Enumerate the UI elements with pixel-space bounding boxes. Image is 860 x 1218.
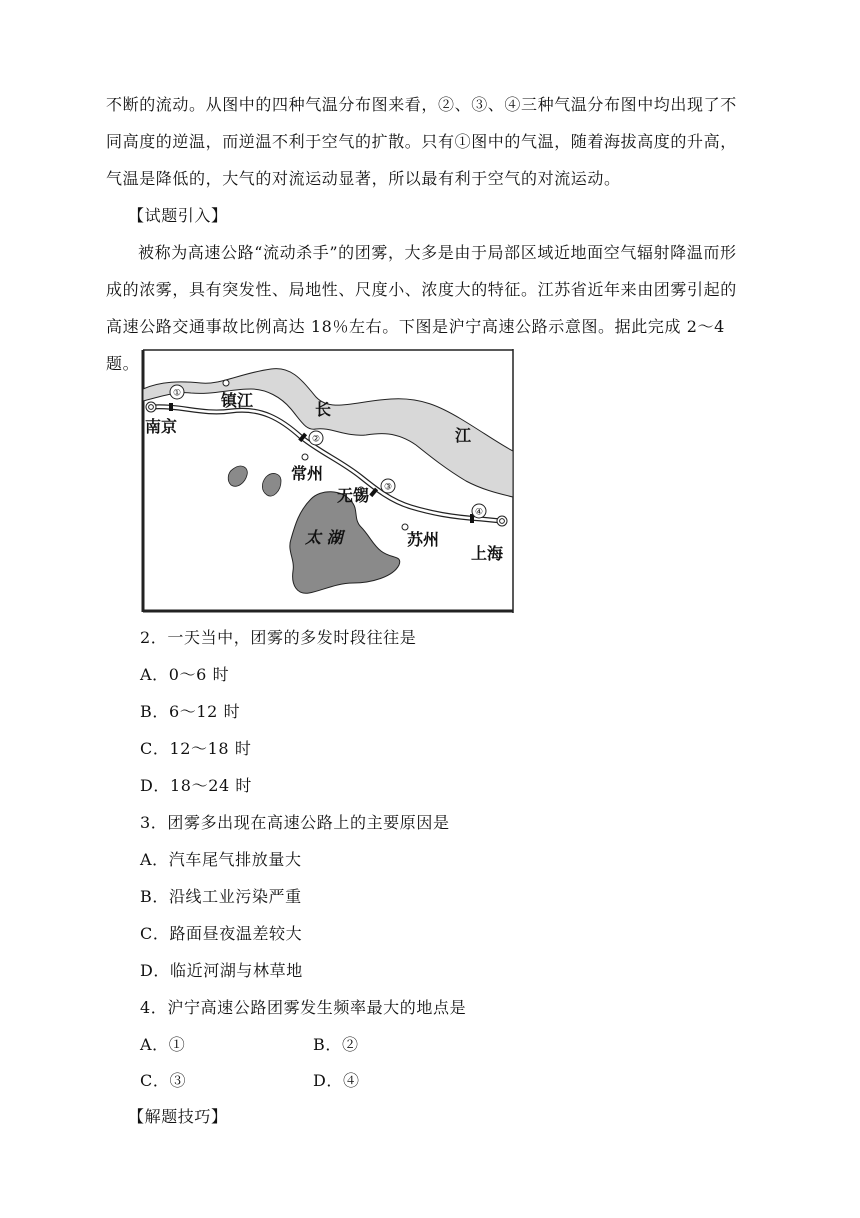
q2-option-b: B．6～12 时	[140, 702, 241, 721]
q4-option-a: A．①	[140, 1035, 186, 1054]
small-lake-1	[228, 466, 247, 486]
q4-option-d: D．④	[313, 1071, 360, 1090]
label-nanjing: 南京	[145, 417, 178, 436]
q4-option-c: C．③	[140, 1071, 187, 1090]
question-3: 3．团雾多出现在高速公路上的主要原因是	[140, 813, 450, 832]
section-heading-intro: 【试题引入】	[128, 206, 228, 225]
label-chang: 长	[315, 400, 332, 419]
label-jiang: 江	[455, 426, 472, 445]
highway-map-svg	[141, 349, 515, 613]
intro-paragraph: 不断的流动。从图中的四种气温分布图来看，②、③、④三种气温分布图中均出现了不同高度的逆温，而逆温不利于空气的扩散。只有①图中的气温，随着海拔高度的升高，气温是降低的，大气的对流运动显著，所以最有利于空气的对流运动。	[106, 95, 737, 188]
svg-text:③: ③	[383, 482, 393, 493]
q3-option-b: B．沿线工业污染严重	[140, 887, 302, 906]
q3-option-d: D．临近河湖与林草地	[140, 961, 303, 980]
svg-text:④: ④	[474, 507, 484, 518]
highway-map	[141, 349, 515, 613]
label-wuxi: 无锡	[337, 486, 370, 505]
svg-text:②: ②	[311, 434, 321, 445]
question-2: 2．一天当中，团雾的多发时段往往是	[140, 628, 417, 647]
q2-option-a: A．0～6 时	[140, 665, 230, 684]
highway-marker-2	[298, 431, 323, 445]
q2-option-d: D．18～24 时	[140, 776, 253, 795]
svg-text:①: ①	[172, 388, 182, 399]
intro-text: 被称为高速公路“流动杀手”的团雾，大多是由于局部区域近地面空气辐射降温而形成的浓雾，具有突发性、局地性、尺度小、浓度大的特征。江苏省近年来由团雾引起的高速公路交通事故比例高达 18％左右。下图是沪宁高速公路示意图。据此完成 2～4 题。	[106, 243, 737, 373]
q3-option-a: A．汽车尾气排放量大	[140, 850, 302, 869]
small-lake-2	[262, 474, 281, 497]
label-zhenjiang: 镇江	[221, 391, 254, 410]
section-heading-tips: 【解题技巧】	[128, 1107, 228, 1126]
question-4: 4．沪宁高速公路团雾发生频率最大的地点是	[140, 998, 467, 1017]
label-shanghai: 上海	[471, 544, 504, 563]
q2-option-c: C．12～18 时	[140, 739, 252, 758]
label-taihu: 太 湖	[305, 528, 343, 547]
q3-option-c: C．路面昼夜温差较大	[140, 924, 303, 943]
q4-option-b: B．②	[313, 1035, 359, 1054]
label-suzhou: 苏州	[407, 530, 440, 549]
label-changzhou: 常州	[291, 464, 324, 483]
